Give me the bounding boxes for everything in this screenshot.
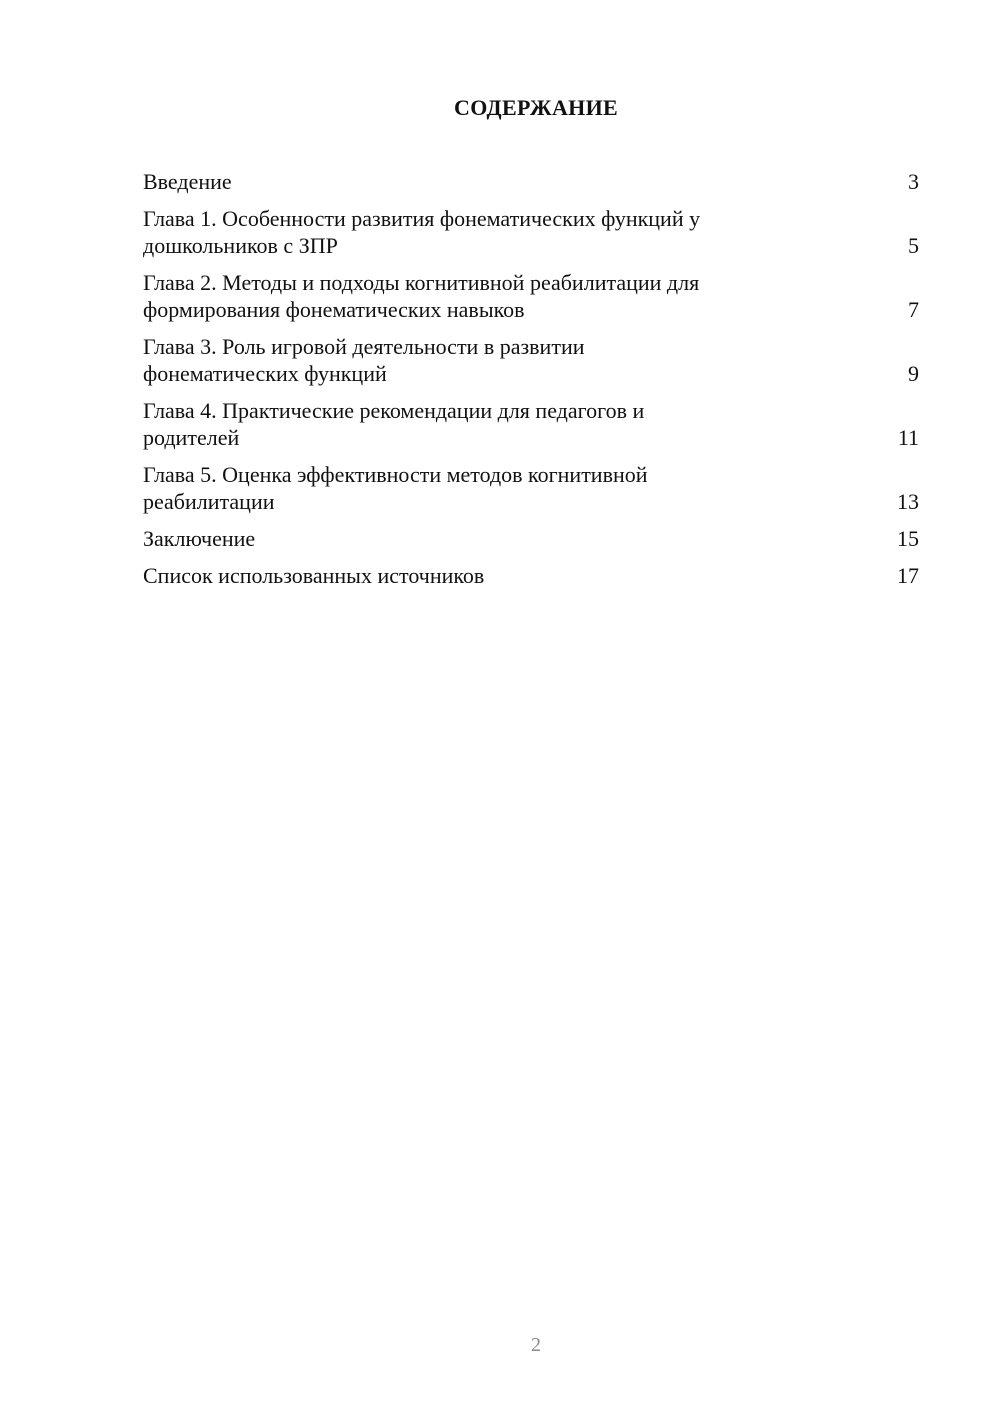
toc-entry-chapter-3 xyxy=(143,333,919,387)
toc-entry-line: Список использованных источников xyxy=(143,563,485,588)
toc-entry-chapter-5 xyxy=(143,461,919,515)
toc-page-number: 7 xyxy=(908,297,919,322)
toc-page-number: 13 xyxy=(897,489,919,514)
toc-entry-conclusion xyxy=(143,525,919,552)
toc-entry-text xyxy=(143,397,644,451)
toc-entry-text xyxy=(143,269,699,323)
toc-entry-line: фонематических функций xyxy=(143,361,387,386)
toc-entry-line: Глава 4. Практические рекомендации для педагогов и xyxy=(143,398,645,423)
toc-entry-references xyxy=(143,562,919,589)
toc-entry-text xyxy=(143,333,585,387)
page-footer-number: 2 xyxy=(531,1334,541,1356)
toc-entry-chapter-1 xyxy=(143,205,919,259)
toc-entry-line: дошкольников с ЗПР xyxy=(143,233,338,258)
toc-entry-text xyxy=(143,461,648,515)
toc-entry-line: формирования фонематических навыков xyxy=(143,297,525,322)
toc-entry-line: Заключение xyxy=(143,526,256,551)
toc-entry-line: Глава 2. Методы и подходы когнитивной реабилитации для xyxy=(143,270,700,295)
toc-page-number: 11 xyxy=(897,425,919,450)
page-title: СОДЕРЖАНИЕ xyxy=(454,95,618,120)
toc-entry-line: Введение xyxy=(143,169,232,194)
toc-entry-line: реабилитации xyxy=(143,489,275,514)
toc-entry-text xyxy=(143,205,700,259)
toc-page-number: 5 xyxy=(908,233,919,258)
toc-page-number: 3 xyxy=(908,169,919,194)
toc-entry-line: родителей xyxy=(143,425,240,450)
toc-entry-introduction xyxy=(143,168,919,195)
toc-entry-chapter-2 xyxy=(143,269,919,323)
toc-entry-text xyxy=(143,168,232,195)
toc-entry-chapter-4 xyxy=(143,397,919,451)
toc-entry-line: Глава 1. Особенности развития фонематических функций у xyxy=(143,206,701,231)
toc-entry-line: Глава 3. Роль игровой деятельности в развитии xyxy=(143,334,585,359)
toc-page-number: 9 xyxy=(908,361,919,386)
toc-entry-text xyxy=(143,525,255,552)
toc-page-number: 17 xyxy=(897,563,919,588)
toc-entry-line: Глава 5. Оценка эффективности методов когнитивной xyxy=(143,462,648,487)
table-of-contents xyxy=(143,168,919,599)
toc-entry-text xyxy=(143,562,484,589)
toc-page-number: 15 xyxy=(897,526,919,551)
